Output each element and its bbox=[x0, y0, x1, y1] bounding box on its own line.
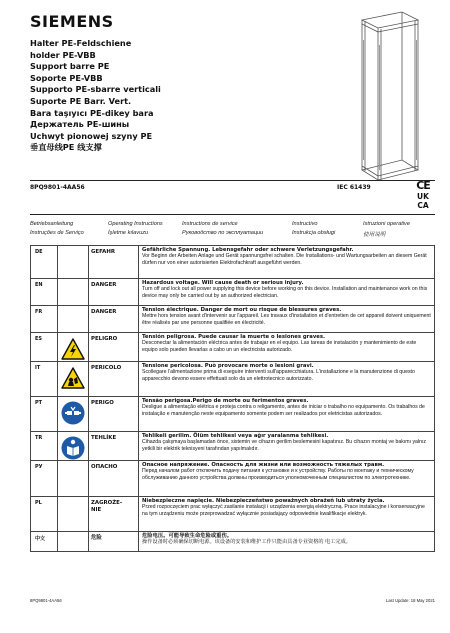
warning-body: 操作设备时必须确保切断电源。该设备的安装和维护工作只能由具备专业资格的 电工完成。 bbox=[142, 539, 351, 546]
siemens-logo: SIEMENS bbox=[30, 12, 114, 31]
product-title: Uchwyt pionowej szyny PE bbox=[30, 130, 153, 141]
signal-word: DANGER bbox=[89, 306, 139, 333]
warning-body: Mettre hors tension avant d'intervenir sur l'appareil. Les travaux d'installation et d'entretien de cet appareil doivent uniquement être réalisés par une personne qualifiée en électricité. bbox=[142, 313, 431, 326]
language-code: РУ bbox=[31, 461, 58, 497]
language-code: 中文 bbox=[31, 532, 58, 552]
language-code: IT bbox=[31, 362, 58, 397]
instruction-label: Instructions de service bbox=[182, 221, 238, 227]
language-code: TR bbox=[31, 432, 58, 461]
product-title: Soporte PE-VBB bbox=[30, 72, 103, 83]
language-code: FR bbox=[31, 306, 58, 333]
warning-row bbox=[31, 279, 435, 306]
warning-heading: Tensão perigosa.Perigo de morte ou ferimentos graves. bbox=[142, 398, 309, 404]
warning-body: Desconectar la alimentación eléctrica antes de trabajar en el equipo. Las tareas de instalación y mantenimiento de este equipo solo pueden llevarlas a cabo un un electricista autorizado. bbox=[142, 340, 417, 353]
warning-body: Desligue a alimentação elétrica e proteja contra o religamento, antes de iniciar o trabalho no equipamento. Os trabalhos de instalação e manutenção neste equipamento somente podem ser realizados por eletricistas autorizados. bbox=[142, 404, 425, 417]
instruction-label: İşletme kılavuzu bbox=[108, 230, 149, 236]
read-manual-icon bbox=[61, 436, 85, 460]
language-code: ES bbox=[31, 333, 58, 362]
warning-row bbox=[31, 432, 435, 461]
instruction-label: Instrukcja obsługi bbox=[292, 230, 336, 236]
instruction-label: Instruções de Serviço bbox=[30, 230, 84, 236]
language-code: PT bbox=[31, 397, 58, 432]
warning-body: Перед началом работ отключить подачу питания к установке и к устройству. Работы по монтажу и техническому обслуживанию данного устройства должны производиться уполномоченным специалистом по электротехнике. bbox=[142, 468, 414, 481]
order-number: 8PQ9801-4AA56 bbox=[30, 184, 85, 191]
warning-body: Scollegare l'alimentazione prima di eseguire interventi sull'apparecchiatura. L'installazione e la manutenzione di questo apparecchio devono essere effettuati solo da un elettrotecnico autorizzato. bbox=[142, 369, 415, 382]
signal-word: GEFAHR bbox=[89, 246, 139, 279]
warning-row bbox=[31, 397, 435, 432]
warning-row bbox=[31, 333, 435, 362]
ce-mark: CE bbox=[416, 179, 430, 192]
divider bbox=[30, 214, 435, 215]
divider bbox=[30, 180, 435, 181]
warning-row bbox=[31, 532, 435, 552]
high-voltage-warning-icon bbox=[61, 337, 85, 361]
product-title: Bara taşıyıcı PE-dikey bara bbox=[30, 107, 154, 118]
product-title: Suporte PE Barr. Vert. bbox=[30, 95, 132, 106]
warning-heading: Tension électrique. Danger de mort ou risque de blessures graves. bbox=[142, 307, 342, 313]
warning-body: Turn off and lock out all power supplying this device before working on this device. Installation and maintenance work on this device may only be carried out by an authorized electrician. bbox=[142, 286, 428, 299]
ukca-mark-bottom: CA bbox=[417, 200, 429, 210]
cabinet-frame-illustration bbox=[354, 10, 424, 185]
warning-heading: Опасное напряжение. Опасность для жизни или возможность тяжелых травм. bbox=[142, 462, 385, 468]
warning-heading: Gefährliche Spannung. Lebensgefahr oder schwere Verletzungsgefahr. bbox=[142, 247, 354, 253]
instruction-label: Betriebsanleitung bbox=[30, 221, 74, 227]
warning-body: Vor Beginn der Arbeiten Anlage und Gerät spannungsfrei schalten. Die Installations- und Wartungsarbeiten an diesem Gerät dürfen nur von einer autorisierten Elektrofachkraft ausgeführt werden. bbox=[142, 253, 427, 266]
warning-body: Przed rozpoczęciem prac wyłączyć zasilanie instalacji i urządzenia energią elektryczną. Prace instalacyjne i konserwacyjne na tym urządzeniu może przeprowadzać wyłącznie posiadający odpowiednie kwalifikacje elektryk. bbox=[142, 504, 425, 517]
warning-heading: Tehlikeli gerilim. Ölüm tehlikesi veya ağır yaralanma tehlikesi. bbox=[142, 433, 329, 439]
product-title-list bbox=[30, 38, 161, 154]
warning-heading: Hazardous voltage. Will cause death or serious injury. bbox=[142, 280, 304, 286]
warning-heading: 危险电压。可能导致生命危险或重伤。 bbox=[142, 533, 233, 539]
product-title: Держатель PE-шины bbox=[30, 119, 130, 130]
warning-row bbox=[31, 306, 435, 333]
instruction-label: Istruzioni operative bbox=[363, 221, 410, 227]
warning-heading: Tensión peligrosa. Puede causar la muerte o lesiones graves. bbox=[142, 334, 326, 340]
signal-word: 危险 bbox=[89, 532, 139, 552]
certification-marks bbox=[411, 180, 435, 209]
manual-warning-icon bbox=[61, 366, 85, 390]
safety-warning-table bbox=[30, 245, 435, 552]
instruction-label: 使用说明 bbox=[363, 232, 386, 238]
product-title: Support barre PE bbox=[30, 61, 110, 72]
signal-word: DANGER bbox=[89, 279, 139, 306]
instruction-label: Instructivo bbox=[292, 221, 318, 227]
language-code: EN bbox=[31, 279, 58, 306]
footer-last-update: Last Update: 18 May 2021 bbox=[385, 598, 435, 603]
warning-row bbox=[31, 362, 435, 397]
warning-body: Cihazda çalışmaya başlamadan önce, sistemin ve cihazın gerilim beslemesini kapatınız. Bu cihazın montaj ve bakımı yalnız yetkili bir elektrik teknisyeni tarafından yapılmalıdır. bbox=[142, 439, 427, 452]
disconnect-power-icon bbox=[61, 401, 85, 425]
signal-word: PERICOLO bbox=[89, 362, 139, 397]
signal-word: PERIGO bbox=[89, 397, 139, 432]
warning-row bbox=[31, 497, 435, 532]
product-title: Supporto PE-sbarre verticali bbox=[30, 84, 161, 95]
instruction-label: Operating Instructions bbox=[108, 221, 163, 227]
warning-heading: Niebezpieczne napięcie. Niebezpieczeństwo poważnych obrażeń lub utraty życia. bbox=[142, 498, 385, 504]
signal-word: ZAGROŻE- NIE bbox=[89, 497, 139, 532]
standard-label: IEC 61439 bbox=[337, 184, 371, 191]
warning-heading: Tensione pericolosa. Può provocare morte o lesioni gravi. bbox=[142, 363, 314, 369]
product-title: 垂直母线PE 线支撑 bbox=[30, 142, 102, 153]
footer-order-number: 8PQ9801-4AA56 bbox=[30, 598, 62, 603]
language-code: PL bbox=[31, 497, 58, 532]
product-title: holder PE-VBB bbox=[30, 49, 96, 60]
warning-row bbox=[31, 461, 435, 497]
ukca-mark-top: UK bbox=[417, 192, 429, 201]
instruction-label: Руководство по эксплуатации bbox=[182, 230, 264, 236]
product-title: Halter PE-Feldschiene bbox=[30, 38, 132, 48]
signal-word: PELIGRO bbox=[89, 333, 139, 362]
language-code: DE bbox=[31, 246, 58, 279]
warning-row bbox=[31, 246, 435, 279]
signal-word: ОПАСНО bbox=[89, 461, 139, 497]
signal-word: TEHLİKE bbox=[89, 432, 139, 461]
